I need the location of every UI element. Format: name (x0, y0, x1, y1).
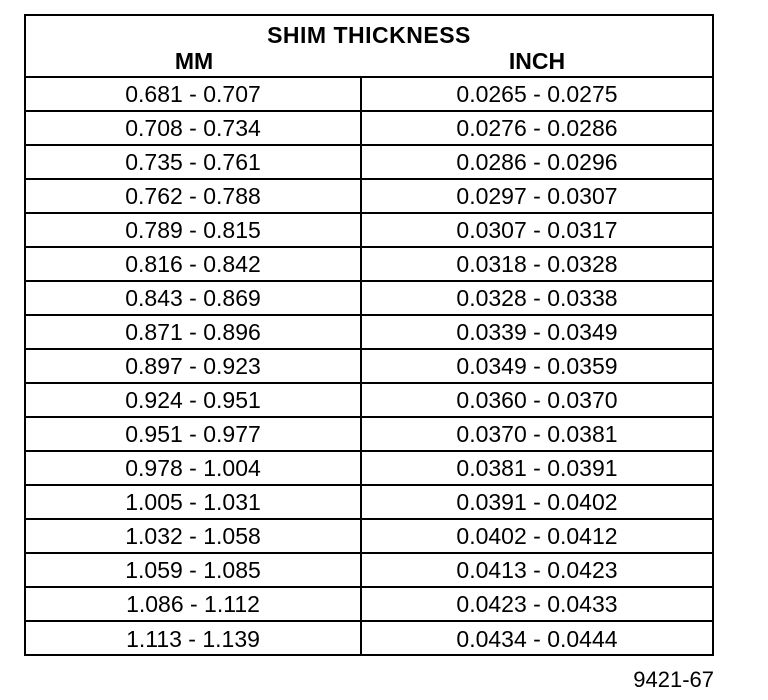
table-row (26, 248, 712, 282)
table-header (26, 16, 712, 78)
cell-inch: 0.0370 - 0.0381 (456, 420, 618, 447)
table-row (26, 350, 712, 384)
cell-inch: 0.0265 - 0.0275 (456, 80, 618, 107)
cell-inch: 0.0307 - 0.0317 (456, 216, 618, 243)
table-title: SHIM THICKNESS (267, 22, 471, 48)
cell-mm: 1.005 - 1.031 (26, 486, 362, 518)
cell-inch: 0.0318 - 0.0328 (456, 250, 618, 277)
cell-mm: 0.789 - 0.815 (26, 214, 362, 246)
cell-inch: 0.0434 - 0.0444 (456, 625, 618, 652)
cell-inch: 0.0413 - 0.0423 (456, 556, 618, 583)
figure-id: 9421-67 (633, 667, 714, 692)
cell-inch: 0.0297 - 0.0307 (456, 182, 618, 209)
cell-inch: 0.0286 - 0.0296 (456, 148, 618, 175)
table-row (26, 384, 712, 418)
cell-mm: 0.816 - 0.842 (26, 248, 362, 280)
cell-mm: 1.032 - 1.058 (26, 520, 362, 552)
cell-mm: 0.951 - 0.977 (26, 418, 362, 450)
cell-inch: 0.0360 - 0.0370 (456, 386, 618, 413)
cell-inch: 0.0276 - 0.0286 (456, 114, 618, 141)
table-row (26, 622, 712, 656)
table-row (26, 78, 712, 112)
table-row (26, 418, 712, 452)
cell-inch: 0.0328 - 0.0338 (456, 284, 618, 311)
table-row (26, 214, 712, 248)
cell-mm: 0.843 - 0.869 (26, 282, 362, 314)
table-row (26, 112, 712, 146)
cell-inch: 0.0391 - 0.0402 (456, 488, 618, 515)
cell-inch: 0.0423 - 0.0433 (456, 590, 618, 617)
column-header-mm: MM (174, 48, 214, 74)
cell-mm: 1.086 - 1.112 (26, 588, 362, 620)
column-header-inch: INCH (508, 48, 566, 74)
cell-mm: 0.681 - 0.707 (26, 78, 362, 110)
cell-mm: 0.708 - 0.734 (26, 112, 362, 144)
cell-inch: 0.0381 - 0.0391 (456, 454, 618, 481)
table-body (26, 78, 712, 656)
cell-mm: 0.978 - 1.004 (26, 452, 362, 484)
cell-mm: 0.897 - 0.923 (26, 350, 362, 382)
cell-mm: 0.871 - 0.896 (26, 316, 362, 348)
cell-inch: 0.0402 - 0.0412 (456, 522, 618, 549)
cell-inch: 0.0339 - 0.0349 (456, 318, 618, 345)
cell-mm: 0.762 - 0.788 (26, 180, 362, 212)
table-row (26, 282, 712, 316)
table-row (26, 520, 712, 554)
cell-inch: 0.0349 - 0.0359 (456, 352, 618, 379)
cell-mm: 0.735 - 0.761 (26, 146, 362, 178)
table-row (26, 554, 712, 588)
cell-mm: 0.924 - 0.951 (26, 384, 362, 416)
cell-mm: 1.059 - 1.085 (26, 554, 362, 586)
table-row (26, 588, 712, 622)
shim-thickness-table (24, 14, 714, 656)
table-row (26, 452, 712, 486)
table-row (26, 146, 712, 180)
table-row (26, 180, 712, 214)
cell-mm: 1.113 - 1.139 (26, 622, 362, 656)
table-row (26, 316, 712, 350)
table-row (26, 486, 712, 520)
